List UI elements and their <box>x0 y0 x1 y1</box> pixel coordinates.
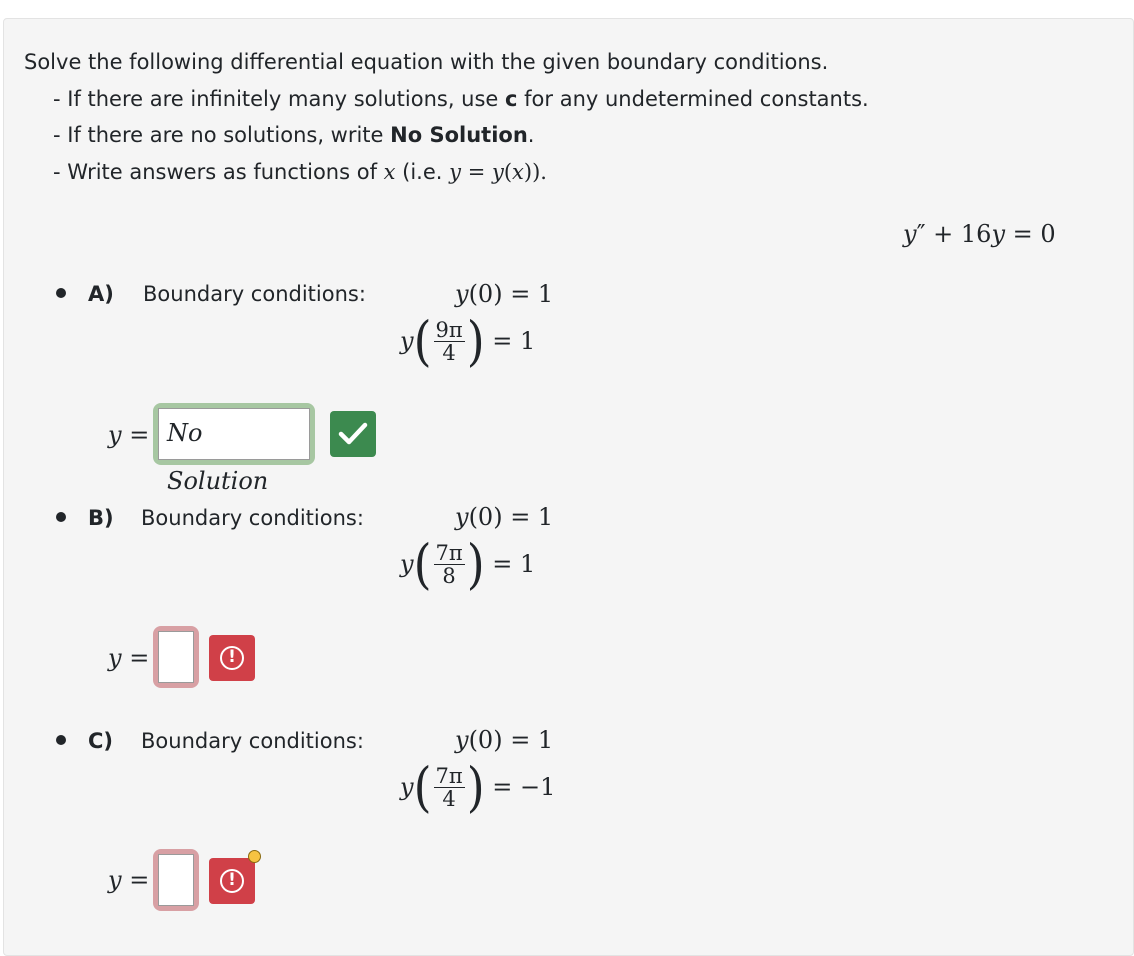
part-b-bc2: y( $\frac{7\pi}{8}$ ) = 1 <box>400 532 536 596</box>
instructions-line-1 <box>24 51 828 73</box>
part-a-bc2: y( $\frac{9\pi}{4}$ ) = 1 <box>400 309 536 373</box>
checkmark-icon <box>338 422 368 446</box>
instructions-text: Solve the following differential equation with the given boundary conditions. <box>24 50 829 74</box>
part-a-fraction: $\frac{9\pi}{4}$ <box>435 317 463 365</box>
part-c-bc2: y( $\frac{7\pi}{4}$ ) = −1 <box>400 755 556 819</box>
bullet-dot <box>56 288 66 298</box>
part-b-answer-label: y = <box>108 644 150 672</box>
part-c-fraction: $\frac{7\pi}{4}$ <box>435 763 463 811</box>
part-c-answer-label: y = <box>108 866 150 894</box>
part-a-answer-input[interactable] <box>153 403 315 495</box>
part-c-label: C) <box>56 729 113 753</box>
part-c-boundary-label: Boundary conditions: <box>141 729 364 753</box>
exclamation-circle-icon: ! <box>220 869 244 893</box>
part-a-label: A) <box>56 282 114 306</box>
part-b-answer-value[interactable] <box>158 631 194 683</box>
part-b-label: B) <box>56 506 114 530</box>
differential-equation: y″ + 16y = 0 <box>903 220 1056 248</box>
part-c-answer-input[interactable] <box>153 849 199 911</box>
instructions-line-4: - Write answers as functions of x (i.e. y = y(x)). <box>53 160 547 184</box>
part-c-bc1: y(0) = 1 <box>455 726 554 754</box>
part-b-fraction: $\frac{7\pi}{8}$ <box>435 540 463 588</box>
notification-dot-icon <box>248 850 261 863</box>
part-a-bc1: y(0) = 1 <box>455 280 554 308</box>
bullet-dot <box>56 735 66 745</box>
part-b-bc1: y(0) = 1 <box>455 503 554 531</box>
part-a-answer-value[interactable]: No Solution <box>158 408 310 460</box>
part-a-boundary-label: Boundary conditions: <box>143 282 366 306</box>
part-b-answer-input[interactable] <box>153 626 199 688</box>
bullet-dot <box>56 512 66 522</box>
part-a-correct-button[interactable] <box>330 411 376 457</box>
part-b-invalid-button[interactable] <box>209 635 255 681</box>
instructions-line-3: - If there are no solutions, write No Solution. <box>53 123 535 147</box>
exclamation-circle-icon: ! <box>220 646 244 670</box>
instructions-line-2: - If there are infinitely many solutions, use c for any undetermined constants. <box>53 87 869 111</box>
part-c-answer-value[interactable] <box>158 854 194 906</box>
part-c-invalid-button[interactable] <box>209 858 255 904</box>
part-b-boundary-label: Boundary conditions: <box>141 506 364 530</box>
part-a-answer-label: y = <box>108 421 150 449</box>
